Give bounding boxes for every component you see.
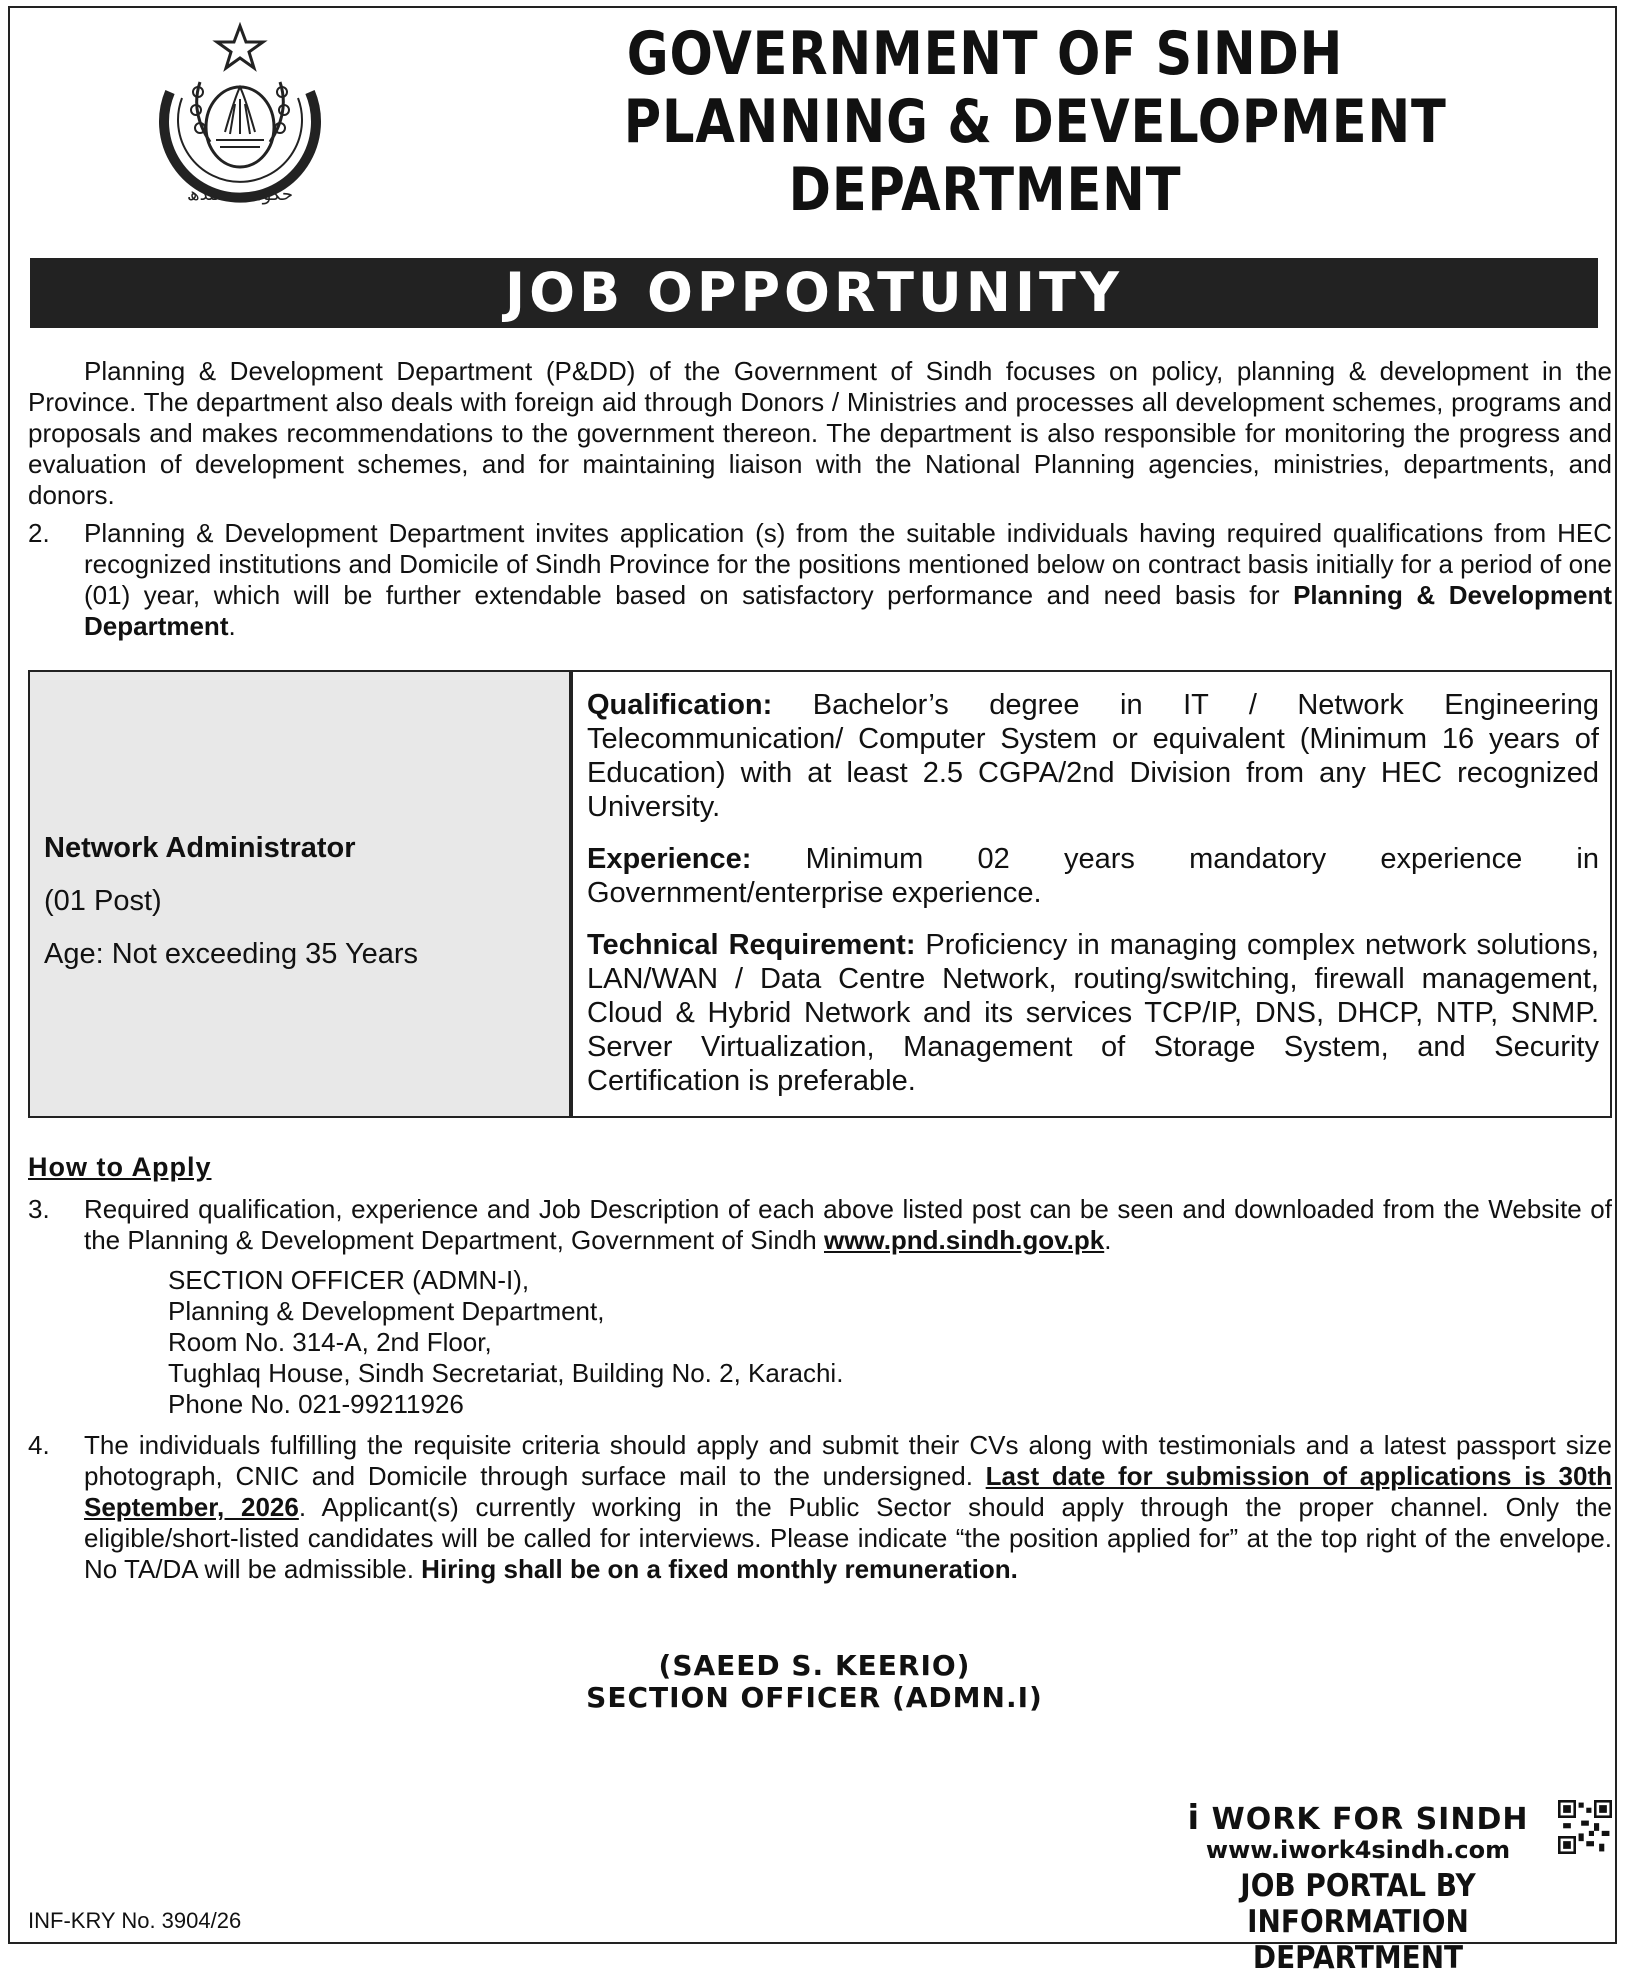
- qualification-block: [587, 688, 1599, 824]
- government-of-sindh-seal-icon: [140, 22, 340, 222]
- address-line: SECTION OFFICER (ADMN-I),: [168, 1265, 530, 1295]
- iwork-website[interactable]: www.iwork4sindh.com: [1205, 1836, 1511, 1864]
- invitation-paragraph: [84, 518, 1612, 642]
- address-line: Tughlaq House, Sindh Secretariat, Building No. 2, Karachi.: [168, 1358, 844, 1388]
- paragraph-number-3: 3.: [28, 1194, 50, 1224]
- address-line: Planning & Development Department,: [168, 1296, 605, 1326]
- download-text: Required qualification, experience and Job Description of each above listed post can be seen and downloaded from the Website of the Planning & Development Department, Government of Sindh: [84, 1194, 1612, 1255]
- qualification-text: Bachelor’s degree in IT / Network Engineering Telecommunication/ Computer System or equivalent (Minimum 16 years of Education) with at least 2.5 CGPA/2nd Division from any HEC recognized University.: [587, 689, 1599, 823]
- title-line-3: DEPARTMENT: [788, 155, 1182, 225]
- paragraph-number-4: 4.: [28, 1430, 50, 1460]
- brand-name: WORK FOR SINDH: [1211, 1802, 1529, 1837]
- qr-code-icon[interactable]: [1558, 1800, 1612, 1854]
- portal-line-1: JOB PORTAL BY: [1240, 1868, 1476, 1904]
- position-summary: [30, 672, 573, 1116]
- qualification-label: Qualification:: [587, 689, 773, 721]
- signatory-name: (SAEED S. KEERIO): [658, 1649, 971, 1682]
- department-name-bold: Planning & Development Department: [84, 580, 1612, 641]
- download-end: .: [1104, 1225, 1112, 1255]
- invitation-text: Planning & Development Department invites application (s) from the suitable individuals having required qualifications from HEC recognized institutions and Domicile of Sindh Province for the positions mentioned below on contract basis initially for a period of one (01) year, which will be further extendable based on satisfactory performance and need basis for: [84, 518, 1612, 610]
- position-title: Network Administrator: [44, 832, 356, 864]
- submission-paragraph: [84, 1430, 1612, 1585]
- signature-block: [0, 1650, 1629, 1714]
- experience-text: Minimum 02 years mandatory experience in Government/enterprise experience.: [587, 843, 1599, 909]
- position-box: [28, 670, 1612, 1118]
- iwork-footer: [1168, 1798, 1548, 1976]
- seal-urdu-text: حکومت سندھ: [187, 184, 293, 205]
- mailing-address: [168, 1265, 843, 1420]
- iwork-logo-icon: i: [1187, 1798, 1201, 1838]
- reference-number: INF-KRY No. 3904/26: [28, 1908, 242, 1933]
- signatory-designation: SECTION OFFICER (ADMN.I): [586, 1681, 1043, 1714]
- paragraph-number-2: 2.: [28, 518, 50, 548]
- remuneration-note: Hiring shall be on a fixed monthly remuneration.: [421, 1554, 1018, 1584]
- submission-text-2: . Applicant(s) currently working in the Public Sector should apply through the proper channel. Only the eligible/short-listed candidates will be called for interviews. Please indicate “the position applied for” at the top right of the envelope. No TA/DA will be admissible.: [84, 1492, 1613, 1584]
- technical-label: Technical Requirement:: [587, 929, 916, 961]
- submission-text: The individuals fulfilling the requisite criteria should apply and submit their CVs along with testimonials and a latest passport size photograph, CNIC and Domicile through surface mail to the undersigned.: [84, 1430, 1612, 1491]
- portal-line-2: INFORMATION DEPARTMENT: [1247, 1904, 1469, 1976]
- intro-paragraph: Planning & Development Department (P&DD) of the Government of Sindh focuses on policy, planning & development in the Province. The department also deals with foreign aid through Donors / Ministries and processes all development schemes, programs and proposals and makes recommendations to the government thereon. The department is also responsible for monitoring the progress and evaluation of development schemes, and for maintaining liaison with the National Planning agencies, ministries, departments, and donors.: [28, 356, 1612, 510]
- deadline-text: Last date for submission of applications is 30th September, 2026: [84, 1461, 1612, 1522]
- how-to-apply-heading: How to Apply: [28, 1152, 212, 1182]
- post-count: (01 Post): [44, 885, 162, 917]
- position-requirements: [587, 688, 1599, 1116]
- title-line-2: PLANNING & DEVELOPMENT: [623, 87, 1447, 157]
- job-opportunity-banner: JOB OPPORTUNITY: [30, 258, 1598, 328]
- page-title: [623, 19, 1447, 225]
- pnd-website-link[interactable]: www.pnd.sindh.gov.pk: [823, 1225, 1105, 1255]
- address-line: Room No. 314-A, 2nd Floor,: [168, 1327, 492, 1357]
- technical-text: Proficiency in managing complex network solutions, LAN/WAN / Data Centre Network, routing/switching, firewall management, Cloud & Hybrid Network and its services TCP/IP, DNS, DHCP, NTP, SNMP. Server Virtualization, Management of Storage System, and Security Certification is preferable.: [587, 929, 1599, 1097]
- technical-block: [587, 928, 1599, 1098]
- download-paragraph: [84, 1194, 1612, 1256]
- title-line-1: GOVERNMENT OF SINDH: [626, 19, 1344, 89]
- address-phone: Phone No. 021-99211926: [168, 1389, 464, 1419]
- invitation-end: .: [228, 611, 236, 641]
- experience-block: [587, 842, 1599, 910]
- iwork-brand: [1168, 1798, 1548, 1838]
- experience-label: Experience:: [587, 843, 752, 875]
- age-limit: Age: Not exceeding 35 Years: [44, 938, 419, 970]
